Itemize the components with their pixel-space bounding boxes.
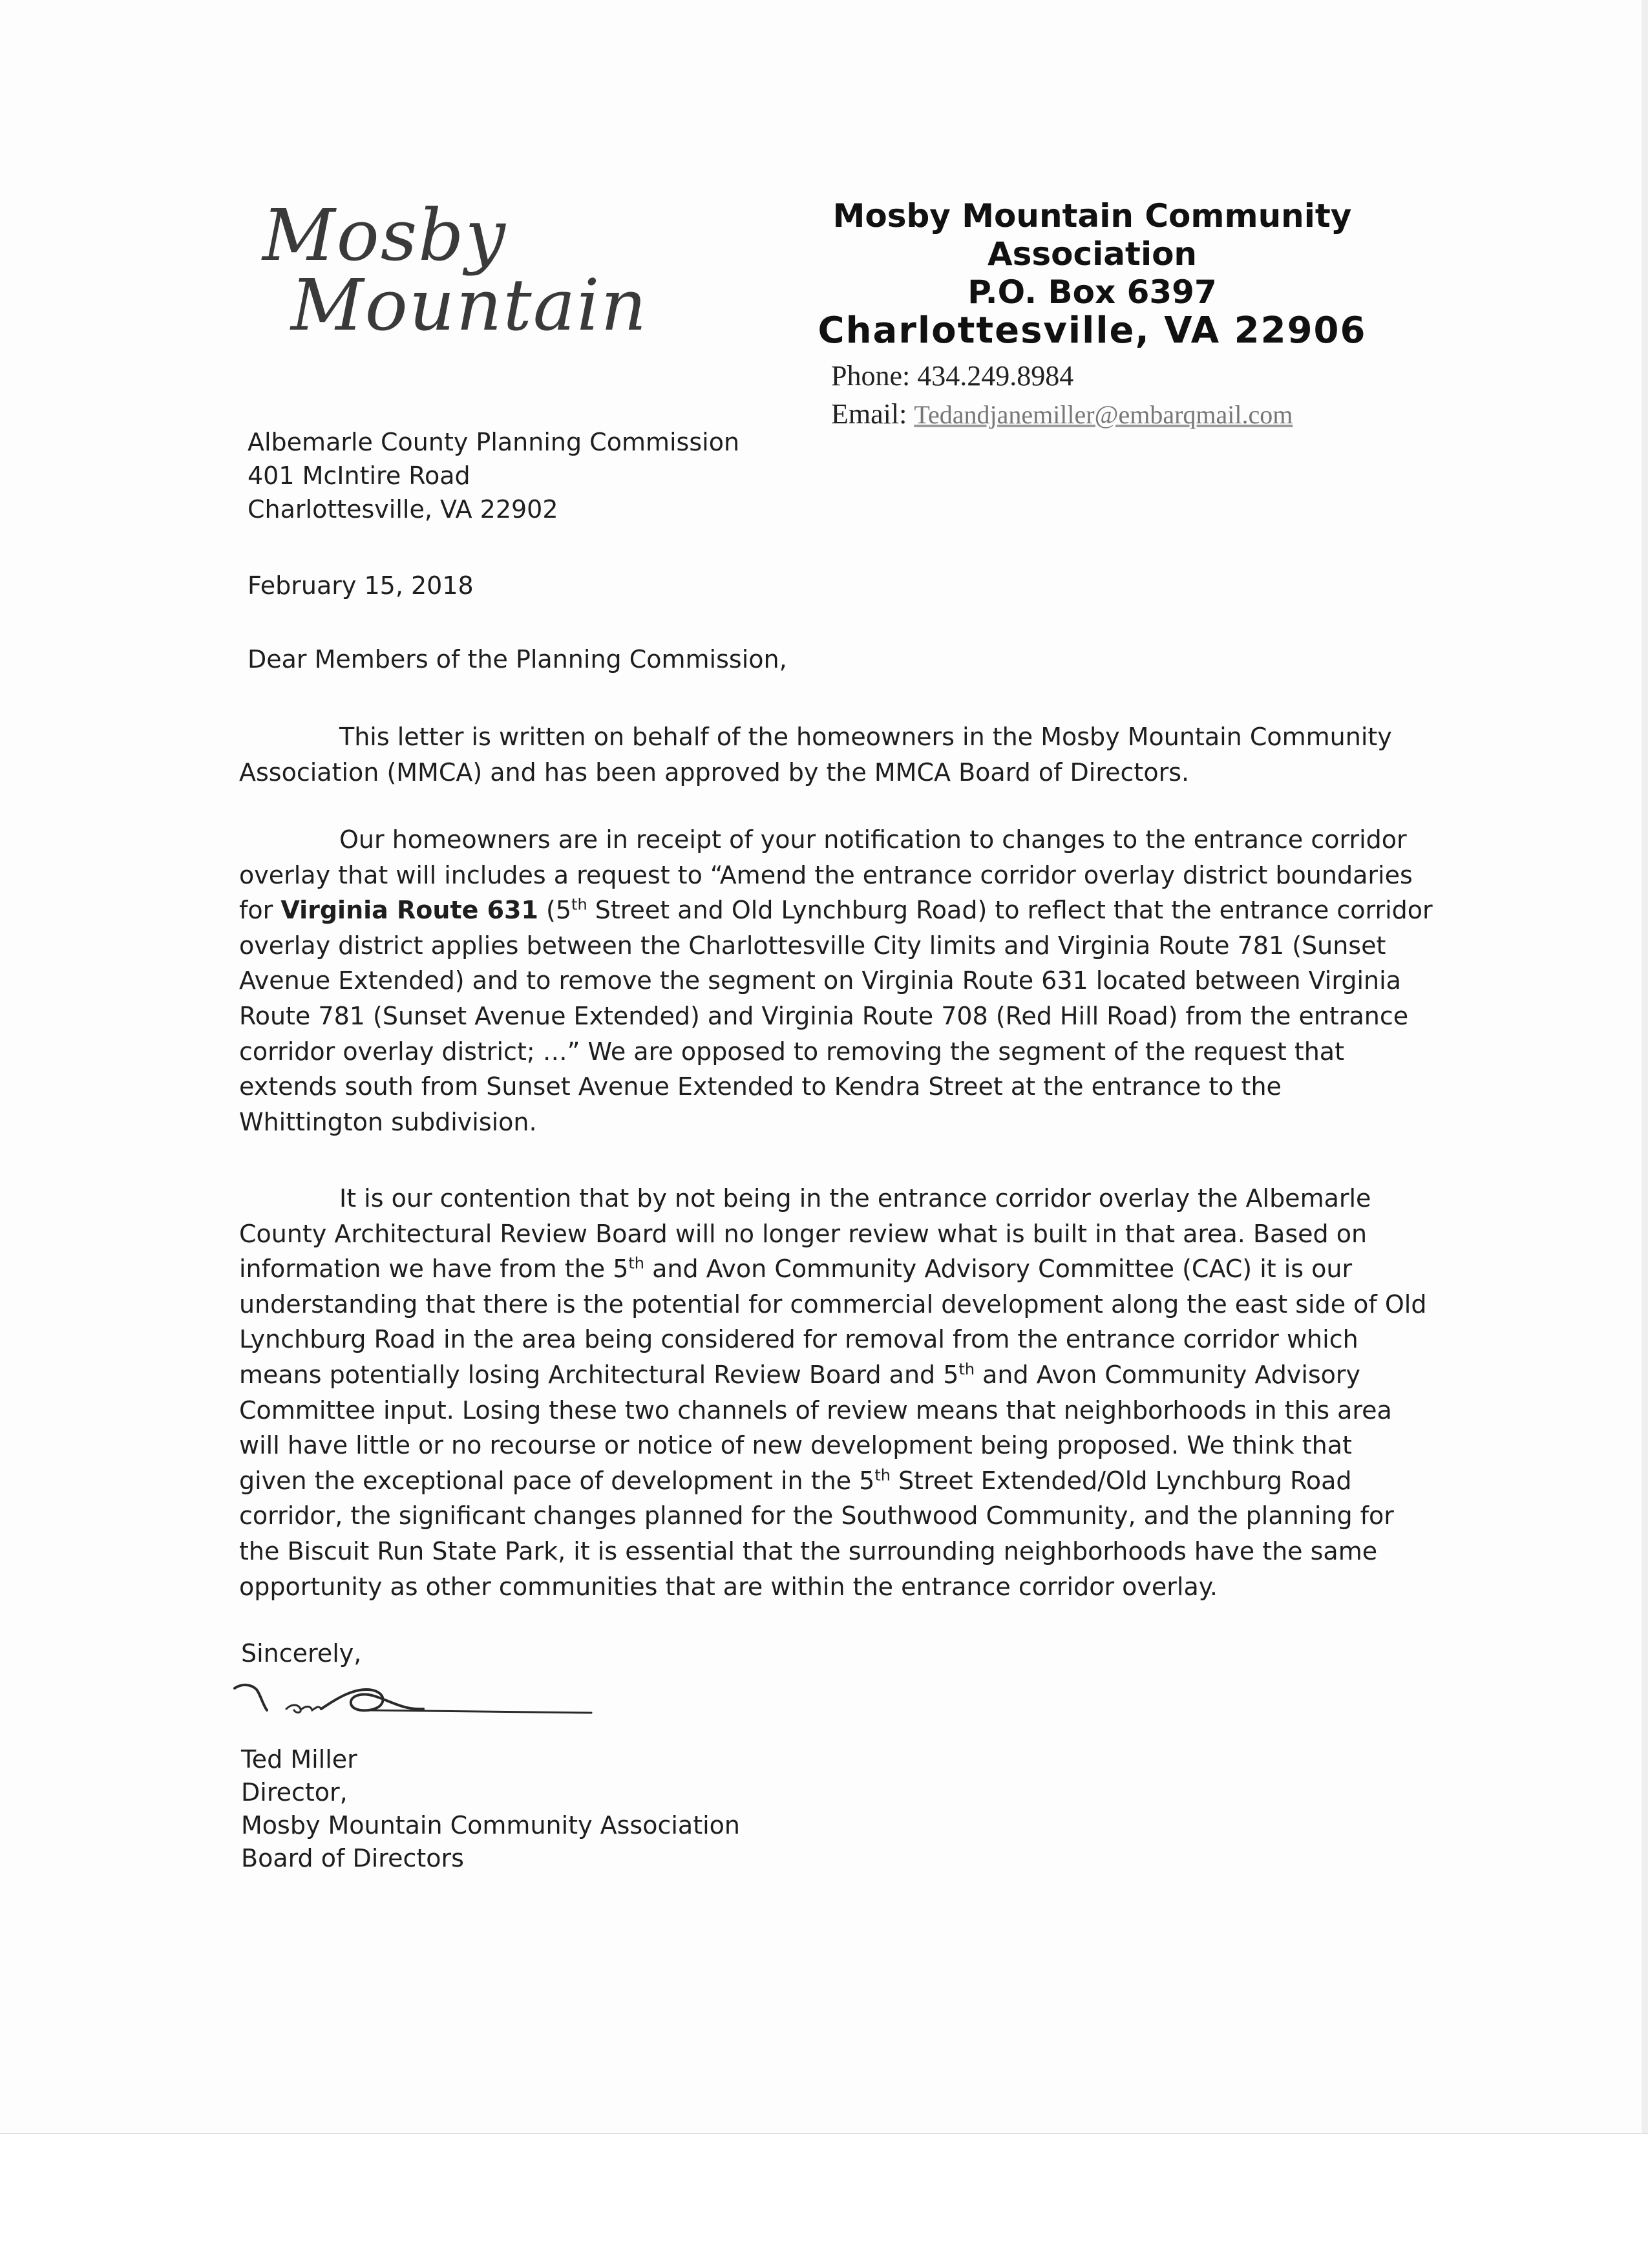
org-city: Charlottesville, VA 22906 (818, 310, 1367, 352)
paragraph-2-line: Whittington subdivision. (239, 1107, 537, 1136)
paragraph-3-line: Lynchburg Road in the area being considered for removal from the entrance corridor which (239, 1325, 1358, 1354)
paragraph-3-line: means potentially losing Architectural Review Board and 5th and Avon Community Advisory (239, 1360, 1361, 1389)
phone-number: 434.249.8984 (917, 360, 1074, 392)
paragraph-2 (239, 822, 1433, 1139)
paragraph-3-line: corridor, the significant changes planned for the Southwood Community, and the planning for (239, 1501, 1394, 1531)
scan-edge (1642, 0, 1648, 2133)
paragraph-1 (239, 719, 1392, 790)
recipient-line-2: 401 McIntire Road (248, 461, 470, 490)
paragraph-3-line: given the exceptional pace of development in the 5th Street Extended/Old Lynchburg Road (239, 1466, 1352, 1495)
paragraph-3-line: Committee input. Losing these two channels of review means that neighborhoods in this area (239, 1395, 1392, 1425)
paragraph-3-line: information we have from the 5th and Avon Community Advisory Committee (CAC) it is our (239, 1254, 1353, 1284)
mosby-mountain-logo (252, 194, 648, 362)
signer-group: Board of Directors (241, 1844, 464, 1872)
org-name-line-2: Association (987, 235, 1198, 273)
logo-line-1: Mosby (262, 194, 507, 277)
signature-block (241, 1743, 740, 1875)
route-631-emphasis: Virginia Route 631 (280, 896, 538, 925)
paragraph-2-line: corridor overlay district; …” We are opposed to removing the segment of the request that (239, 1037, 1344, 1066)
paragraph-1-line: This letter is written on behalf of the homeowners in the Mosby Mountain Community (339, 723, 1392, 751)
recipient-line-3: Charlottesville, VA 22902 (248, 495, 558, 524)
letterhead (737, 197, 1448, 350)
paragraph-2-line: Our homeowners are in receipt of your notification to changes to the entrance corridor (339, 825, 1407, 854)
paragraph-3-line: the Biscuit Run State Park, it is essential that the surrounding neighborhoods have the same (239, 1536, 1378, 1565)
email-line (831, 395, 1293, 434)
phone-label: Phone: (831, 360, 911, 392)
signer-organization: Mosby Mountain Community Association (241, 1811, 741, 1839)
paragraph-3 (239, 1181, 1426, 1604)
email-label: Email: (831, 398, 907, 430)
paragraph-2-line: Avenue Extended) and to remove the segment on Virginia Route 631 located between Virginia (239, 966, 1401, 995)
paragraph-3-line: understanding that there is the potential for commercial development along the east side of Old (239, 1289, 1427, 1319)
recipient-line-1: Albemarle County Planning Commission (248, 428, 740, 456)
paragraph-3-line: opportunity as other communities that are within the entrance corridor overlay. (239, 1572, 1218, 1601)
paragraph-2-line: overlay that will includes a request to “Amend the entrance corridor overlay district boundaries (239, 860, 1413, 889)
letter-date: February 15, 2018 (248, 571, 474, 600)
email-link[interactable]: Tedandjanemiller@embarqmail.com (914, 400, 1293, 429)
paragraph-2-line: for Virginia Route 631 (5th Street and Old Lynchburg Road) to reflect that the entrance corridor (239, 895, 1433, 925)
scan-bottom-margin (0, 2133, 1648, 2268)
closing: Sincerely, (241, 1639, 362, 1668)
paragraph-3-line: County Architectural Review Board will no longer review what is built in that area. Based on (239, 1219, 1368, 1248)
paragraph-3-line: will have little or no recourse or notice of new development being proposed. We think that (239, 1431, 1352, 1460)
salutation: Dear Members of the Planning Commission, (248, 645, 787, 673)
org-name-line-1: Mosby Mountain Community (832, 197, 1352, 235)
signer-name: Ted Miller (241, 1745, 357, 1774)
handwritten-signature (229, 1675, 604, 1740)
paragraph-1-line: Association (MMCA) and has been approved by the MMCA Board of Directors. (239, 758, 1190, 787)
contact-info (831, 357, 1293, 434)
signer-title: Director, (241, 1778, 348, 1807)
paragraph-2-line: Route 781 (Sunset Avenue Extended) and Virginia Route 708 (Red Hill Road) from the entrance (239, 1001, 1409, 1030)
logo-line-2: Mountain (291, 264, 648, 346)
po-box: P.O. Box 6397 (967, 273, 1217, 311)
recipient-address (248, 425, 739, 526)
phone-line (831, 357, 1293, 395)
paragraph-2-line: overlay district applies between the Charlottesville City limits and Virginia Route 781 (Sunset (239, 931, 1386, 960)
paragraph-2-line: extends south from Sunset Avenue Extended to Kendra Street at the entrance to the (239, 1072, 1282, 1101)
paragraph-3-line: It is our contention that by not being in the entrance corridor overlay the Albemarle (339, 1184, 1371, 1213)
